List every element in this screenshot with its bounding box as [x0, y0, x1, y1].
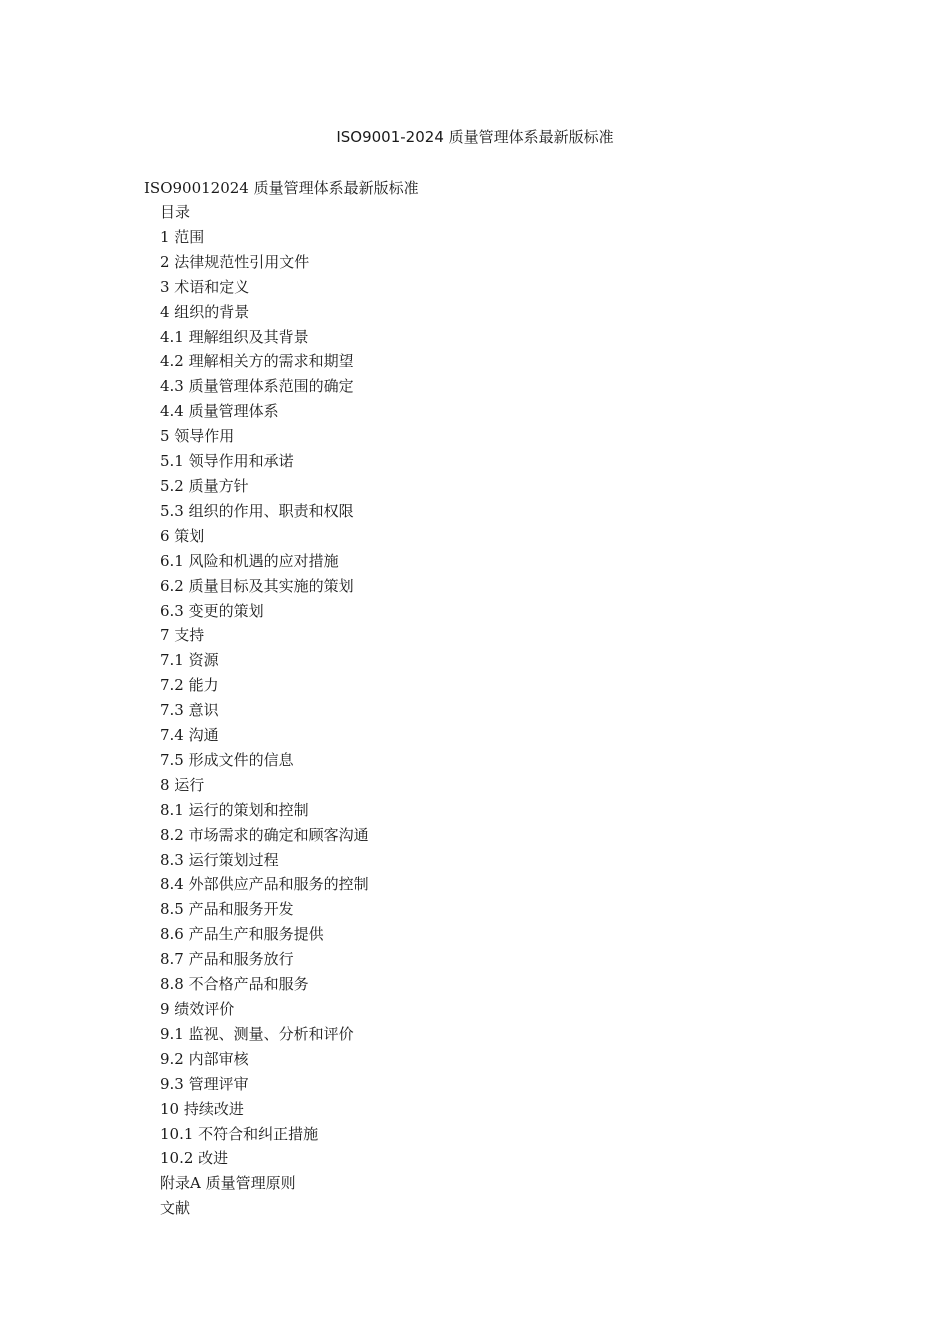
toc-item: 9.1 监视、测量、分析和评价	[160, 1024, 354, 1043]
toc-item: 7.5 形成文件的信息	[160, 750, 294, 769]
toc-item: 3 术语和定义	[160, 277, 250, 296]
toc-item: 9.2 内部审核	[160, 1049, 249, 1068]
page-title: ISO9001-2024 质量管理体系最新版标准	[336, 128, 614, 146]
toc-item: 1 范围	[160, 227, 205, 246]
toc-item: 4.3 质量管理体系范围的确定	[160, 377, 354, 396]
table-of-contents	[160, 200, 369, 1221]
toc-item: 4.1 理解组织及其背景	[160, 327, 309, 346]
toc-item: 9 绩效评价	[160, 1000, 235, 1018]
toc-item: 8.3 运行策划过程	[160, 850, 279, 869]
toc-item: 6.3 变更的策划	[160, 601, 264, 620]
toc-item: 附录A 质量管理原则	[160, 1174, 296, 1193]
toc-item: 7.1 资源	[160, 651, 219, 670]
toc-item: 10.1 不符合和纠正措施	[160, 1124, 319, 1143]
toc-item: 8.2 市场需求的确定和顾客沟通	[160, 825, 369, 844]
toc-item: 7.4 沟通	[160, 726, 219, 745]
toc-item: 8.1 运行的策划和控制	[160, 800, 309, 819]
toc-item: 6 策划	[160, 526, 205, 545]
toc-item: 8 运行	[160, 775, 205, 794]
toc-item: 6.1 风险和机遇的应对措施	[160, 551, 339, 570]
toc-item: 5 领导作用	[160, 427, 235, 446]
document-heading: ISO90012024 质量管理体系最新版标准	[144, 179, 419, 197]
toc-item: 4 组织的背景	[160, 302, 250, 321]
toc-item: 8.5 产品和服务开发	[160, 900, 294, 919]
toc-item: 4.4 质量管理体系	[160, 402, 279, 421]
toc-item: 6.2 质量目标及其实施的策划	[160, 576, 354, 595]
toc-item: 文献	[160, 1199, 191, 1218]
toc-item: 2 法律规范性引用文件	[160, 252, 310, 271]
toc-item: 8.7 产品和服务放行	[160, 950, 294, 969]
toc-item: 目录	[160, 203, 191, 221]
toc-item: 7.3 意识	[160, 701, 219, 720]
toc-item: 4.2 理解相关方的需求和期望	[160, 352, 354, 371]
toc-item: 7.2 能力	[160, 676, 219, 695]
toc-item: 5.1 领导作用和承诺	[160, 452, 294, 471]
toc-item: 8.4 外部供应产品和服务的控制	[160, 875, 369, 894]
toc-item: 7 支持	[160, 626, 205, 645]
toc-item: 9.3 管理评审	[160, 1074, 249, 1093]
toc-item: 8.6 产品生产和服务提供	[160, 925, 324, 944]
toc-item: 10 持续改进	[160, 1099, 244, 1118]
toc-item: 5.3 组织的作用、职责和权限	[160, 501, 354, 520]
toc-item: 10.2 改进	[160, 1149, 229, 1168]
toc-item: 8.8 不合格产品和服务	[160, 975, 309, 994]
toc-item: 5.2 质量方针	[160, 476, 249, 495]
